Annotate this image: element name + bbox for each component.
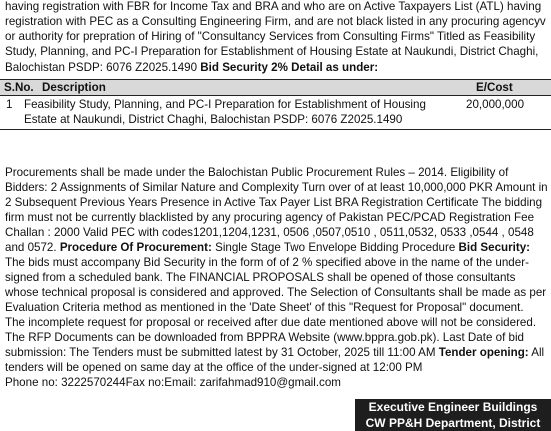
intro-line-4: Study, Planning, and PC-I Preparation for Establishment of Housing Estate at Naukundi, District Chaghi, [5, 45, 539, 58]
body-line-6-c: Single Stage Two Envelope Bidding Procedure [211, 241, 459, 254]
header-description: Description [42, 81, 106, 94]
body-line-13-a: submission: The Tenders must be submitted latest by 31 October, 2025 till 11:00 AM [5, 346, 439, 359]
tender-opening-label: Tender opening: [438, 346, 529, 359]
body-line-13 [5, 346, 544, 360]
bid-security-label: Bid Security: [458, 241, 531, 254]
signature-block [355, 399, 551, 431]
body-line-2: Bidders: 2 Assignments of Similar Nature and Complexity Turn over of at least 10,000,000 PKR Amount in [5, 181, 548, 194]
body-line-3: 2 Subsequent Previous Years Presence in Active Tax Payer List BRA Registration Certificate The bidding [5, 196, 543, 209]
body-line-6-a: and 0572. [5, 241, 60, 254]
intro-line-3: or authority for prepration of Hiring of "Consultancy Services from Consulting Firms" Titled as Feasibility [5, 30, 536, 43]
bid-security-heading: Bid Security 2% Detail as under: [200, 61, 379, 74]
intro-line-1: having registration with FBR for Income Tax and BRA and who are on Active Taxpayers List (ATL) having [5, 0, 542, 13]
body-line-7: The bids must accompany Bid Security in the form of of 2 % specified above in the name of the under- [5, 256, 529, 269]
body-line-9: whose technical proposal is considered and approved. The Selection of Consultants shall be made as per [5, 286, 547, 299]
body-line-10: Evaluation Criteria method as mentioned in the 'Date Sheet' of this "Request for Proposal" document. [5, 301, 524, 314]
intro-psdp-text: Balochistan PSDP: 6076 Z2025.1490 [5, 61, 201, 74]
contact-line: Phone no: 3222570244Fax no:Email: zarifahmad910@gmail.com [5, 376, 341, 389]
body-line-8: signed from a scheduled bank. The FINANCIAL PROPOSALS shall be opened of those consultants [5, 271, 516, 284]
signature-line-2: CW PP&H Department, District [365, 416, 541, 430]
intro-line-5 [5, 61, 378, 75]
intro-line-2: registration with PEC as a Consulting Engineering Firm, and are not black listed in any procuring agencyv [5, 15, 546, 28]
row-sno: 1 [6, 98, 13, 111]
header-sno: S.No. [4, 81, 34, 94]
table-header [0, 80, 551, 96]
body-line-6 [5, 241, 530, 255]
header-cost: E/Cost [476, 81, 513, 94]
row-description-line-2: Estate at Naukundi, District Chaghi, Balochistan PSDP: 6076 Z2025.1490 [24, 113, 403, 126]
body-line-11: The incomplete request for proposal or received after due date mentioned above will not be considered. [5, 316, 537, 329]
row-cost: 20,000,000 [466, 98, 525, 111]
body-line-4: firm must not be currently blacklisted by any procuring agency of Pakistan PEC/PCAD Registration Fee [5, 211, 535, 224]
body-line-14: tenders will be opened on same day at the office of the under-signed at 12:00 PM [5, 361, 423, 374]
body-line-13-c: All [528, 346, 545, 359]
procedure-heading: Procedure Of Procurement: [59, 241, 212, 254]
body-line-5: Challan : 2000 Valid PEC with codes1201,1204,1231, 0506 ,0507,0510 , 0511,0532, 0533 ,0544 , 0548 [5, 226, 534, 239]
body-line-1: Procurements shall be made under the Balochistan Public Procurement Rules – 2014. Eligibility of [5, 166, 509, 179]
signature-line-1: Executive Engineer Buildings [368, 400, 538, 414]
row-description-line-1: Feasibility Study, Planning, and PC-I Preparation for Establishment of Housing [24, 98, 426, 111]
body-line-12: The RFP Documents can be downloaded from BPPRA Website (www.bppra.gob.pk). Last Date of bid [5, 331, 524, 344]
tender-table [0, 79, 551, 130]
